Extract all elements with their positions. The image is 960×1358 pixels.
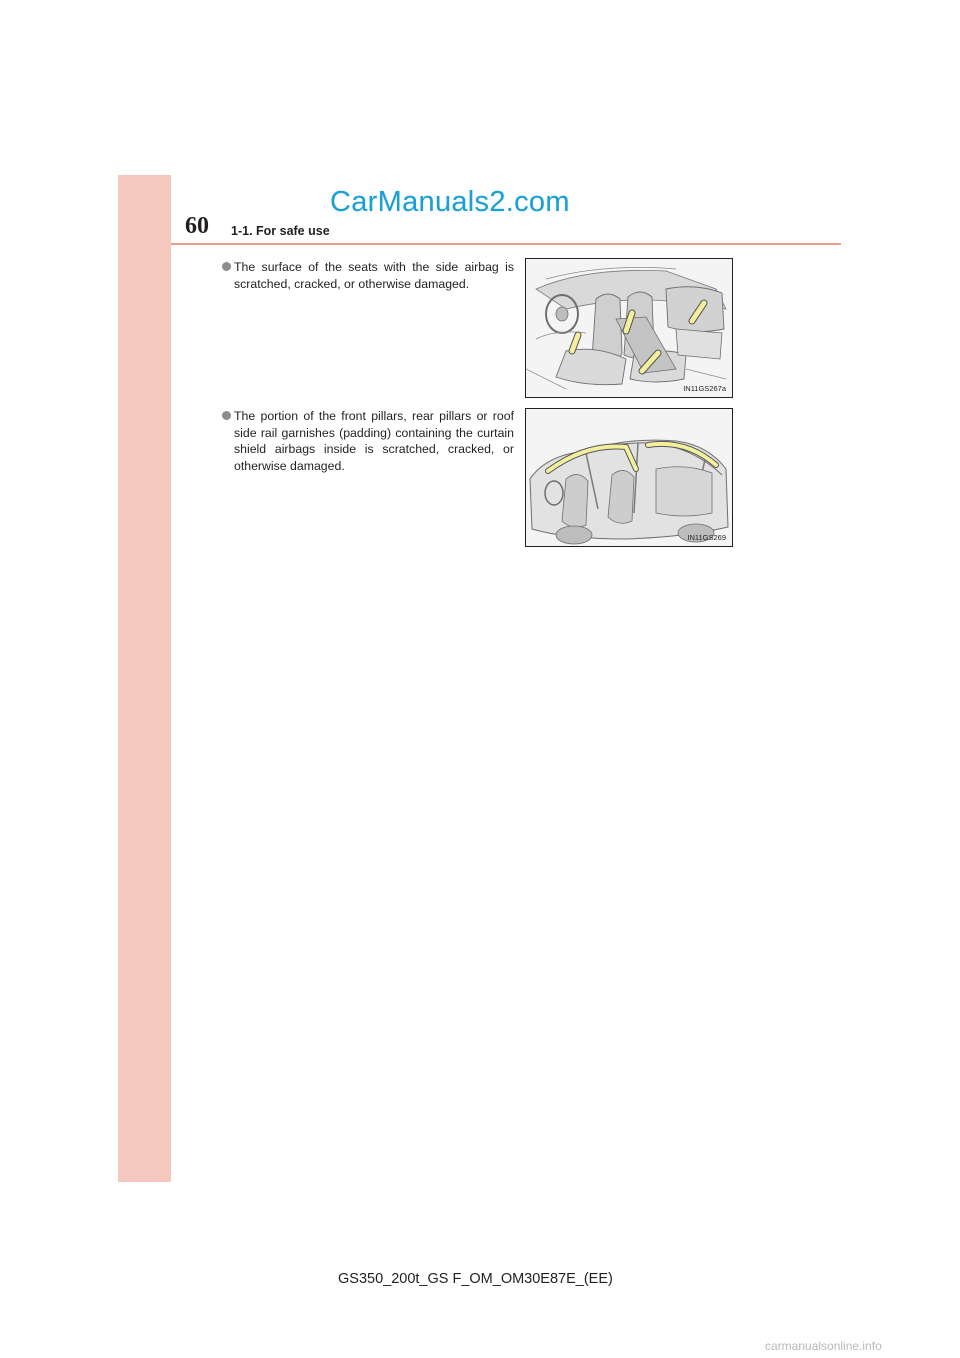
figure-code: IN11GS269 <box>687 533 726 542</box>
list-item <box>222 259 514 292</box>
watermark-top: CarManuals2.com <box>330 186 570 218</box>
section-title: 1-1. For safe use <box>231 224 330 238</box>
seat-airbag-illustration <box>525 258 733 398</box>
car-interior-seats-drawing <box>526 259 732 397</box>
watermark-bottom: carmanualsonline.info <box>765 1339 882 1353</box>
list-item <box>222 408 514 474</box>
document-code: GS350_200t_GS F_OM_OM30E87E_(EE) <box>338 1271 613 1287</box>
list-item-text: The portion of the front pillars, rear pillars or roof side rail garnishes (padding) containing the curtain shield airbags inside is scratched, cracked, or otherwise damaged. <box>234 409 514 473</box>
curtain-airbag-illustration <box>525 408 733 547</box>
header-rule <box>171 243 841 245</box>
list-item-text: The surface of the seats with the side airbag is scratched, cracked, or otherwise damaged. <box>234 260 514 291</box>
car-side-curtain-drawing <box>526 409 732 546</box>
bullet-icon <box>222 411 231 420</box>
page-number: 60 <box>185 213 209 239</box>
bullet-icon <box>222 262 231 271</box>
figure-code: IN11GS267a <box>683 384 726 393</box>
side-tab-band <box>118 175 171 1182</box>
